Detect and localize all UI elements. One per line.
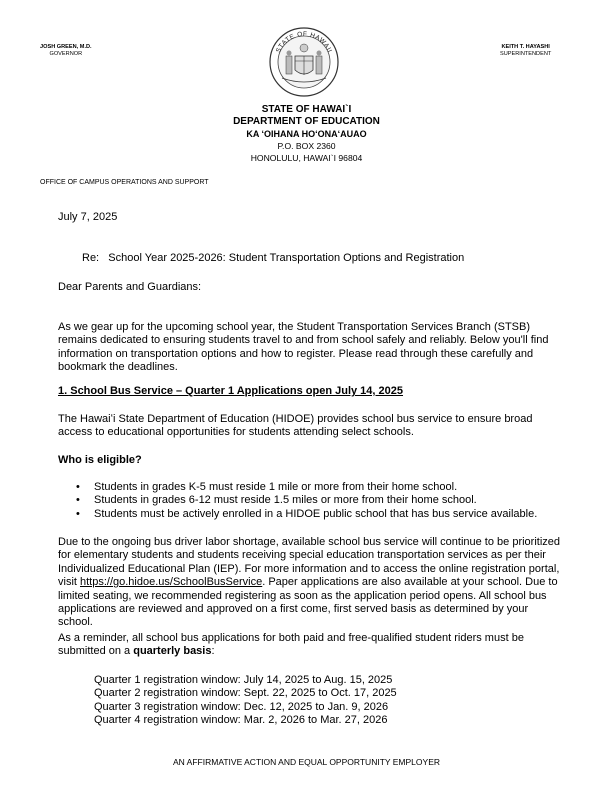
quarter-windows [94, 674, 397, 728]
agency-hawaiian-name: KA ʻOIHANA HOʻONAʻAUAO [246, 129, 367, 139]
list-item: • Students must be actively enrolled in a HIDOE public school that has bus service available. [76, 507, 538, 520]
quarter-window-item: Quarter 2 registration window: Sept. 22, 2025 to Oct. 17, 2025 [94, 687, 397, 700]
quarter-window-item: Quarter 4 registration window: Mar. 2, 2026 to Mar. 27, 2026 [94, 714, 388, 727]
governor-name: JOSH GREEN, M.D. [40, 44, 92, 50]
intro-paragraph: As we gear up for the upcoming school year, the Student Transportation Services Branch (STSB) remains dedicated to ensuring students travel to and from school safely and reliably. Below you'll find information on transportation options and how to register. Please read through these carefully and bookmark the deadlines. [58, 321, 549, 374]
office-name: OFFICE OF CAMPUS OPERATIONS AND SUPPORT [40, 179, 209, 186]
list-item: • Students in grades 6-12 must reside 1.5 miles or more from their home school. [76, 494, 477, 507]
quarterly-basis-emphasis: quarterly basis [133, 645, 212, 658]
agency-address [0, 104, 613, 164]
superintendent-name: KEITH T. HAYASHI [501, 44, 550, 50]
letter-date: July 7, 2025 [58, 211, 118, 223]
salutation: Dear Parents and Guardians: [58, 281, 202, 293]
agency-po-box: P.O. BOX 2360 [277, 141, 336, 151]
agency-department: DEPARTMENT OF EDUCATION [233, 116, 380, 127]
section1-paragraph: The Hawaiʻi State Department of Education (HIDOE) provides school bus service to ensure broad access to educational opportunities for students attending select schools. [58, 413, 533, 439]
quarter-window-item: Quarter 3 registration window: Dec. 12, 2025 to Jan. 9, 2026 [94, 700, 389, 713]
re-label: Re: [82, 252, 100, 264]
bullet-icon: • [76, 481, 80, 493]
reminder-paragraph: As a reminder, all school bus applications for both paid and free-qualified student riders must be submitted on a quarterly basis: [58, 632, 524, 658]
bullet-icon: • [76, 507, 80, 520]
governor-block [40, 44, 92, 58]
superintendent-block [500, 44, 551, 58]
governor-title: GOVERNOR [49, 51, 83, 57]
quarter-window-item: Quarter 1 registration window: July 14, 2025 to Aug. 15, 2025 [94, 674, 393, 686]
agency-city: HONOLULU, HAWAI`I 96804 [250, 153, 363, 163]
bullet-icon: • [76, 494, 80, 507]
re-line [82, 252, 464, 265]
shortage-paragraph: Due to the ongoing bus driver labor shortage, available school bus service will continue to be prioritized for elementary students and students receiving special education transportation services as per their Individualized Educational Plan (IEP). For more information and to access the online registration portal, visit https://go.hidoe.us/SchoolBusService. Paper applications are also available at your school. Due to limited seating, we recommended registering as soon as the application period opens. All school bus applications are reviewed and approved on a first come, first served basis as determined by your school. [58, 536, 561, 629]
footer-eeo: AN AFFIRMATIVE ACTION AND EQUAL OPPORTUNITY EMPLOYER [172, 757, 440, 767]
list-item: • Students in grades K-5 must reside 1 mile or more from their home school. [76, 481, 458, 493]
superintendent-title: SUPERINTENDENT [500, 51, 552, 57]
section1-heading: 1. School Bus Service – Quarter 1 Applications open July 14, 2025 [58, 385, 404, 397]
eligible-heading: Who is eligible? [58, 454, 142, 466]
eligibility-list [76, 481, 564, 521]
re-subject: School Year 2025-2026: Student Transportation Options and Registration [108, 252, 465, 264]
agency-state: STATE OF HAWAI`I [261, 104, 352, 115]
school-bus-service-link[interactable]: https://go.hidoe.us/SchoolBusService [80, 576, 263, 589]
seal-text: STATE OF HAWAII [274, 30, 334, 54]
state-seal [268, 26, 340, 98]
